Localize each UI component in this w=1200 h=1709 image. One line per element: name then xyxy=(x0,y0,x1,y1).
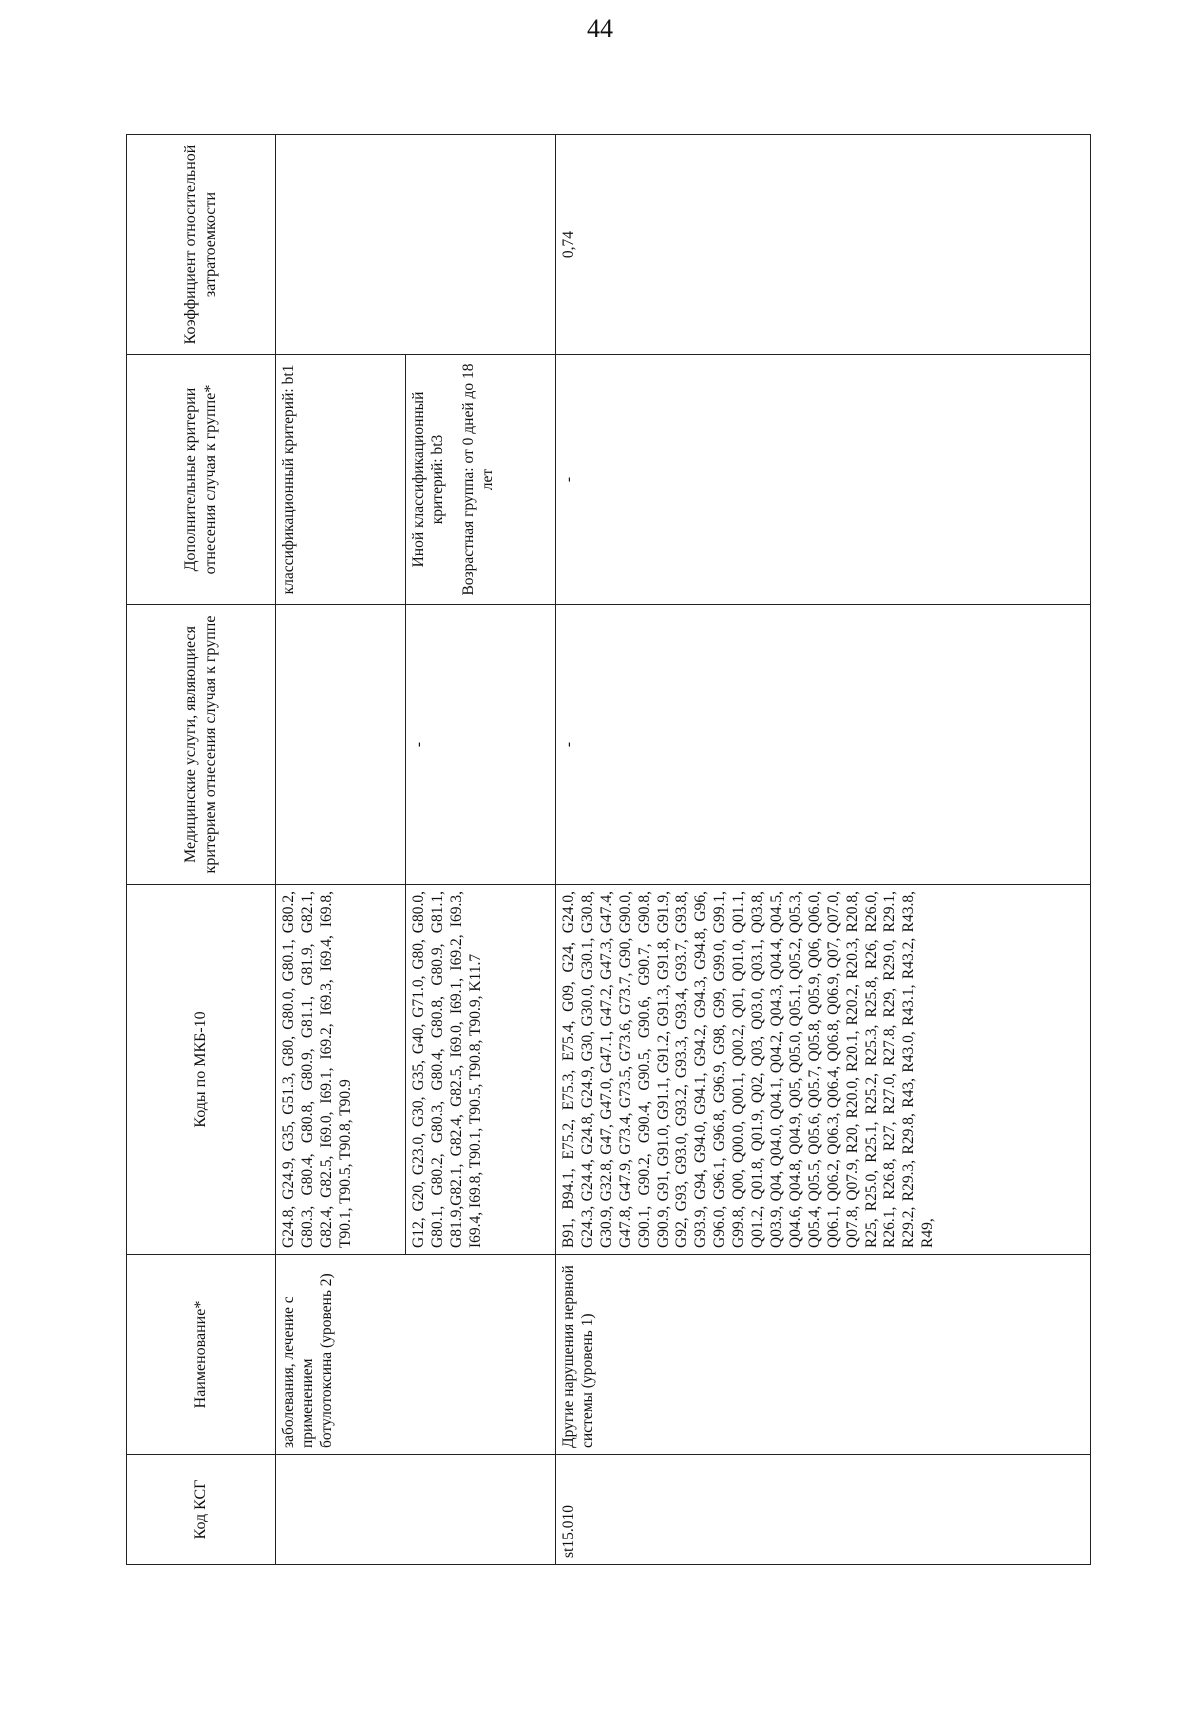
additional-criterion-age: Возрастная группа: от 0 дней до 18 лет xyxy=(459,363,496,596)
row1-sub1-icd: G24.8, G24.9, G35, G51.3, G80, G80.0, G80.1, G80.2, G80.3, G80.4, G80.8, G80.9, G81.1, G81.9, G82.1, G82.4, G82.5, I69.0, I69.1, I69.2, I69.3, I69.4, I69.8, T90.1, T90.5, T90.8, T90.9 xyxy=(276,885,406,1255)
row1-sub2-services: - xyxy=(406,605,556,885)
row2-code: st15.010 xyxy=(556,1455,1091,1565)
rotated-table-page xyxy=(126,135,1091,1565)
row1-sub2-additional xyxy=(406,355,556,605)
header-coefficient: Коэффициент относительной затратоемкости xyxy=(127,135,276,355)
row2-services: - xyxy=(556,605,1091,885)
additional-criterion-bt3: Иной классификационный критерий: bt3 xyxy=(410,391,446,568)
header-additional-criteria: Дополнительные критерии отнесения случая к группе* xyxy=(127,355,276,605)
row2-additional: - xyxy=(556,355,1091,605)
row1-sub1-additional: классификационный критерий: bt1 xyxy=(276,355,406,605)
ksg-table xyxy=(126,134,1091,1565)
row1-sub1-services xyxy=(276,605,406,885)
row2-coefficient: 0,74 xyxy=(556,135,1091,355)
row1-code xyxy=(276,1455,556,1565)
row2-icd: B91, B94.1, E75.2, E75.3, E75.4, G09, G24, G24.0, G24.3, G24.4, G24.8, G24.9, G30, G30.0, G30.1, G30.8, G30.9, G32.8, G47, G47.0, G47.1, G47.2, G47.3, G47.4, G47.8, G47.9, G73.4, G73.5, G73.6, G73.7, G90, G90.0, G90.1, G90.2, G90.4, G90.5, G90.6, G90.7, G90.8, G90.9, G91, G91.0, G91.1, G91.2, G91.3, G91.8, G91.9, G92, G93, G93.0, G93.2, G93.3, G93.4, G93.7, G93.8, G93.9, G94, G94.0, G94.1, G94.2, G94.3, G94.8, G96, G96.0, G96.1, G96.8, G96.9, G98, G99, G99.0, G99.1, G99.8, Q00, Q00.0, Q00.1, Q00.2, Q01, Q01.0, Q01.1, Q01.2, Q01.8, Q01.9, Q02, Q03, Q03.0, Q03.1, Q03.8, Q03.9, Q04, Q04.0, Q04.1, Q04.2, Q04.3, Q04.4, Q04.5, Q04.6, Q04.8, Q04.9, Q05, Q05.0, Q05.1, Q05.2, Q05.3, Q05.4, Q05.5, Q05.6, Q05.7, Q05.8, Q05.9, Q06, Q06.0, Q06.1, Q06.2, Q06.3, Q06.4, Q06.8, Q06.9, Q07, Q07.0, Q07.8, Q07.9, R20, R20.0, R20.1, R20.2, R20.3, R20.8, R25, R25.0, R25.1, R25.2, R25.3, R25.8, R26, R26.0, R26.1, R26.8, R27, R27.0, R27.8, R29, R29.0, R29.1, R29.2, R29.3, R29.8, R43, R43.0, R43.1, R43.2, R43.8, R49, xyxy=(556,885,1091,1255)
table-row xyxy=(276,135,406,1565)
row1-coefficient xyxy=(276,135,556,355)
row1-sub2-icd: G12, G20, G23.0, G30, G35, G40, G71.0, G80, G80.0, G80.1, G80.2, G80.3, G80.4, G80.8, G80.9, G81.1, G81.9,G82.1, G82.4, G82.5, I69.0, I69.1, I69.2, I69.3, I69.4, I69.8, T90.1, T90.5, T90.8, T90.9, K11.7 xyxy=(406,885,556,1255)
header-code: Код КСГ xyxy=(127,1455,276,1565)
row1-name: заболевания, лечение с применением ботулотоксина (уровень 2) xyxy=(276,1255,556,1455)
table-header-row xyxy=(127,135,276,1565)
header-name: Наименование* xyxy=(127,1255,276,1455)
header-icd-codes: Коды по МКБ-10 xyxy=(127,885,276,1255)
page-number: 44 xyxy=(587,14,613,43)
table-row xyxy=(556,135,1091,1565)
header-services: Медицинские услуги, являющиеся критерием отнесения случая к группе xyxy=(127,605,276,885)
row2-name: Другие нарушения нервной системы (уровень 1) xyxy=(556,1255,1091,1455)
